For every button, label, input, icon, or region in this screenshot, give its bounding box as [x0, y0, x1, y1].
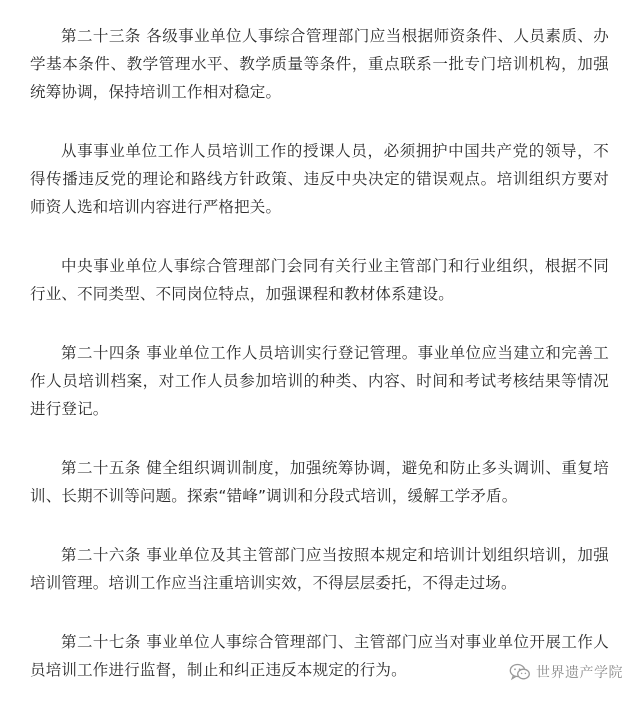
paragraph-article-27: 第二十七条 事业单位人事综合管理部门、主管部门应当对事业单位开展工作人员培训工作进行监督，制止和纠正违反本规定的行为。 — [30, 633, 609, 679]
wechat-icon — [509, 663, 531, 681]
paragraph-instructors: 从事事业单位工作人员培训工作的授课人员，必须拥护中国共产党的领导，不得传播违反党的理论和路线方针政策、违反中央决定的错误观点。培训组织方要对师资人选和培训内容进行严格把关。 — [30, 142, 609, 216]
paragraph-curriculum: 中央事业单位人事综合管理部门会同有关行业主管部门和行业组织，根据不同行业、不同类型、不同岗位特点，加强课程和教材体系建设。 — [30, 257, 609, 303]
watermark — [509, 662, 623, 682]
paragraph-article-25: 第二十五条 健全组织调训制度，加强统筹协调，避免和防止多头调训、重复培训、长期不训等问题。探索“错峰”调训和分段式培训，缓解工学矛盾。 — [30, 459, 609, 505]
paragraph-article-24: 第二十四条 事业单位工作人员培训实行登记管理。事业单位应当建立和完善工作人员培训档案，对工作人员参加培训的种类、内容、时间和考试考核结果等情况进行登记。 — [30, 344, 609, 418]
watermark-text: 世界遗产学院 — [536, 665, 623, 681]
paragraph-article-26: 第二十六条 事业单位及其主管部门应当按照本规定和培训计划组织培训，加强培训管理。培训工作应当注重培训实效，不得层层委托，不得走过场。 — [30, 546, 609, 592]
paragraph-article-23: 第二十三条 各级事业单位人事综合管理部门应当根据师资条件、人员素质、办学基本条件、教学管理水平、教学质量等条件，重点联系一批专门培训机构，加强统筹协调，保持培训工作相对稳定。 — [30, 27, 609, 101]
